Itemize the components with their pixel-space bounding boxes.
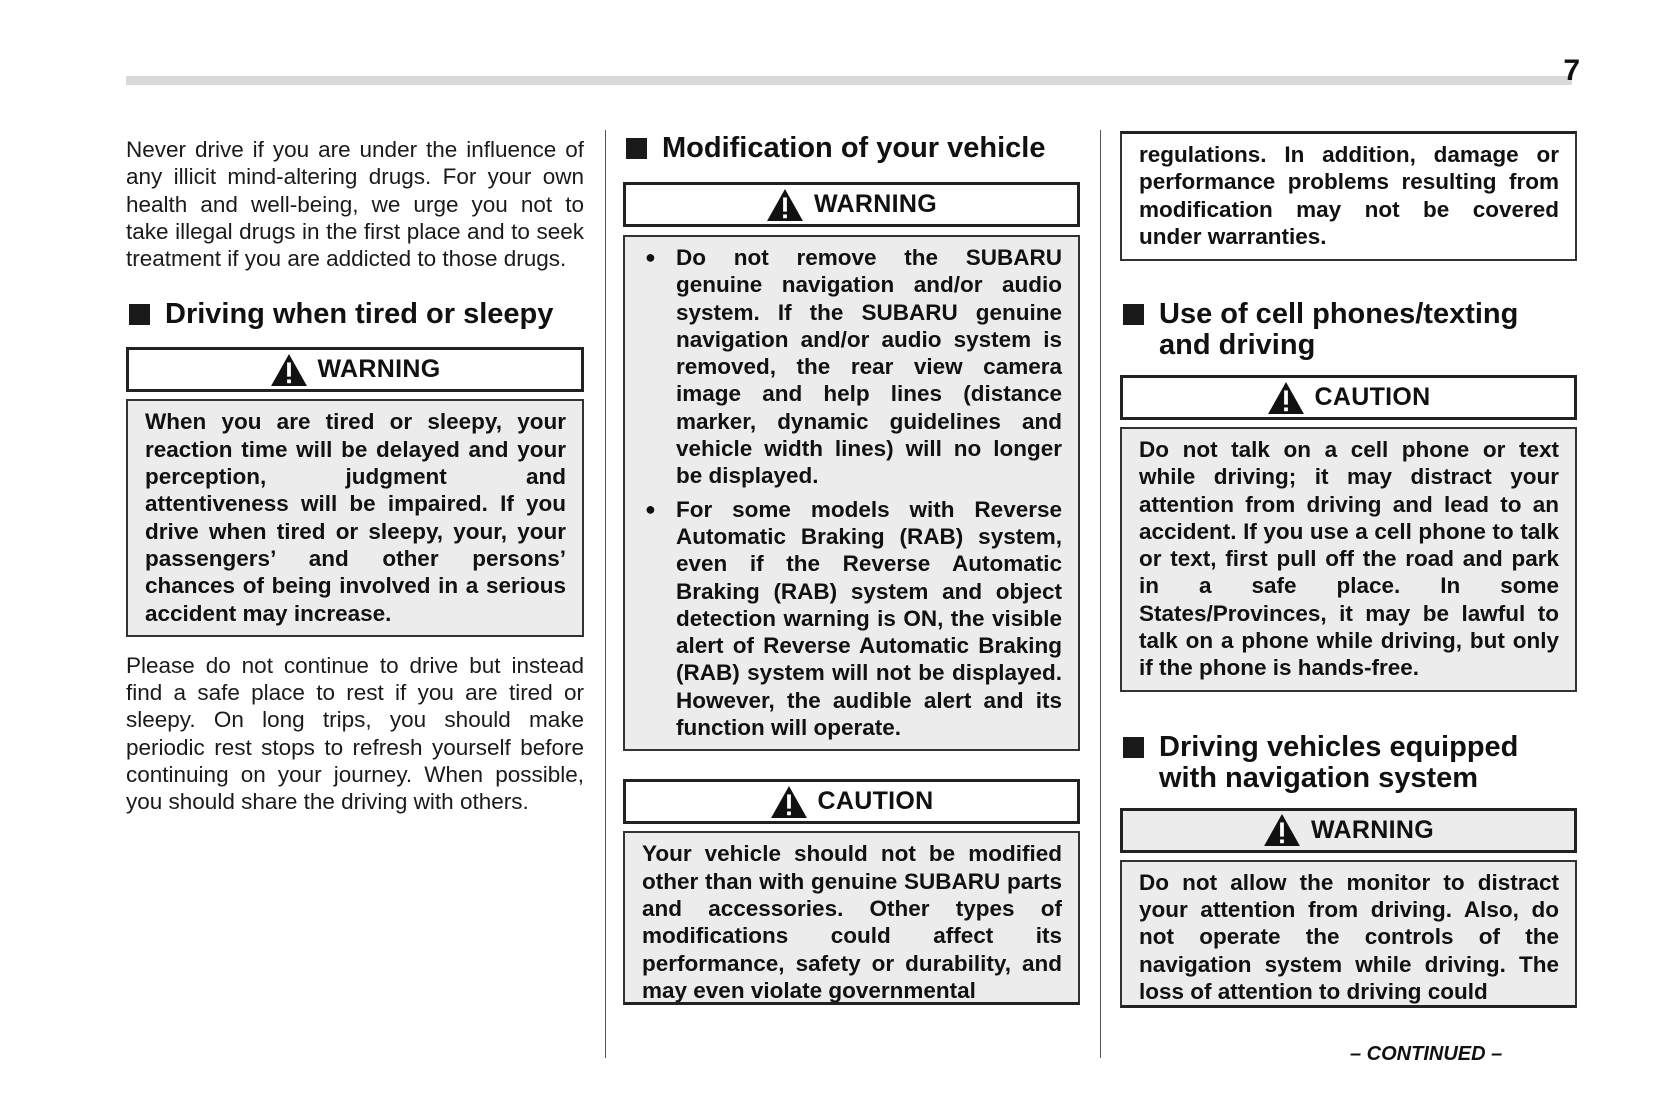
column-divider-left [605,130,606,1058]
bullet-icon: ● [645,498,656,519]
caution-label-text: CAUTION [817,787,934,816]
heading-square-icon [1123,304,1144,325]
warning-triangle-icon [1263,813,1301,847]
section-heading-text: Driving when tired or sleepy [165,298,554,331]
warning-bullet-text: Do not remove the SUBARU genuine navigation and/or audio system. If the SUBARU genuine navigation and/or audio system is removed, the rear view camera image and help lines (distance marker, dynamic guidelines and vehicle width lines) will no longer be displayed. [676,245,1062,489]
warning-label-text: WARNING [317,355,441,384]
heading-square-icon [129,304,150,325]
warning-text: When you are tired or sleepy, your reaction time will be delayed and your perception, judgment and attentiveness will be impaired. If you drive when tired or sleepy, your, your passengers’ and other persons’ chances of being involved in a serious accident may increase. [145,409,566,626]
section-heading-text [1159,299,1518,361]
warning-triangle-icon [766,188,804,222]
caution-triangle-icon [1267,381,1305,415]
intro-paragraph: Never drive if you are under the influence of any illicit mind-altering drugs. For your own health and well-being, we urge you not to take illegal drugs in the first place and to seek treatment if you are addicted to those drugs. [126,137,584,272]
section-heading-tired [126,299,584,330]
warning-bullet-text: For some models with Reverse Automatic Braking (RAB) system, even if the Reverse Automatic Braking (RAB) system and object detection warning is ON, the visible alert of Reverse Automatic Braking (RAB) system will not be displayed. However, the audible alert and its function will operate. [676,496,1062,741]
caution-label-text: CAUTION [1314,383,1431,411]
warning-label-text: WARNING [1311,815,1434,844]
warning-content-box [126,399,584,636]
warning-bullet-list [642,244,1062,741]
caution-text: Do not talk on a cell phone or text while driving; it may distract your attention from driving and lead to an accident. If you use a cell phone to talk or text, first pull off the road and park in a safe place. In some States/Provinces, it may be lawful to talk on a phone while driving, but only if the phone is hands-free. [1139,437,1559,681]
heading-square-icon [626,138,647,159]
caution-content-box [1120,427,1577,692]
caution-text: Your vehicle should not be modified other than with genuine SUBARU parts and accessories. Other types of modifications could affect its performance, safety or durability, and may even violate governmental [642,841,1062,1003]
bullet-icon: ● [645,247,656,267]
warning-text: Do not allow the monitor to distract your attention from driving. Also, do not operate the controls of the navigation system while driving. The loss of attention to driving could [1139,869,1559,1004]
section-heading-text: Modification of your vehicle [662,132,1046,164]
continuation-text: regulations. In addition, damage or performance problems resulting from modification may not be covered under warranties. [1139,142,1559,249]
column-left [126,136,584,816]
warning-label-box [1120,808,1577,853]
section-heading-line: Use of cell phones/texting [1159,298,1519,330]
section-heading-line: and driving [1159,329,1316,361]
section-heading-cell-phones [1120,299,1577,361]
continuation-content-box [1120,131,1577,261]
section-heading-line: with navigation system [1159,761,1479,794]
warning-triangle-icon [270,353,308,387]
warning-bullet-item [642,244,1062,490]
warning-label-box [623,182,1080,227]
section-heading-navigation [1120,732,1577,794]
section-heading-line: Driving vehicles equipped [1159,730,1519,763]
page-number: 7 [1563,54,1580,87]
caution-label-box [1120,375,1577,420]
section-heading-modification [623,133,1080,164]
closing-paragraph: Please do not continue to drive but instead find a safe place to rest if you are tired or sleepy. On long trips, you should make periodic rest stops to refresh yourself before continuing on your journey. When possible, you should share the driving with others. [126,652,584,815]
header-rule [126,76,1572,85]
column-right [1120,131,1577,1008]
warning-bullet-item [642,496,1062,742]
column-middle [623,133,1080,1005]
caution-content-box [623,831,1080,1005]
warning-label-box [126,347,584,392]
heading-square-icon [1123,737,1144,758]
warning-label-text: WARNING [814,190,937,218]
warning-content-box [623,235,1080,751]
caution-label-box [623,779,1080,824]
section-heading-text [1159,732,1518,794]
column-divider-right [1100,130,1101,1058]
continued-label: – CONTINUED – [1350,1043,1503,1065]
caution-triangle-icon [770,785,808,819]
warning-content-box [1120,860,1577,1008]
